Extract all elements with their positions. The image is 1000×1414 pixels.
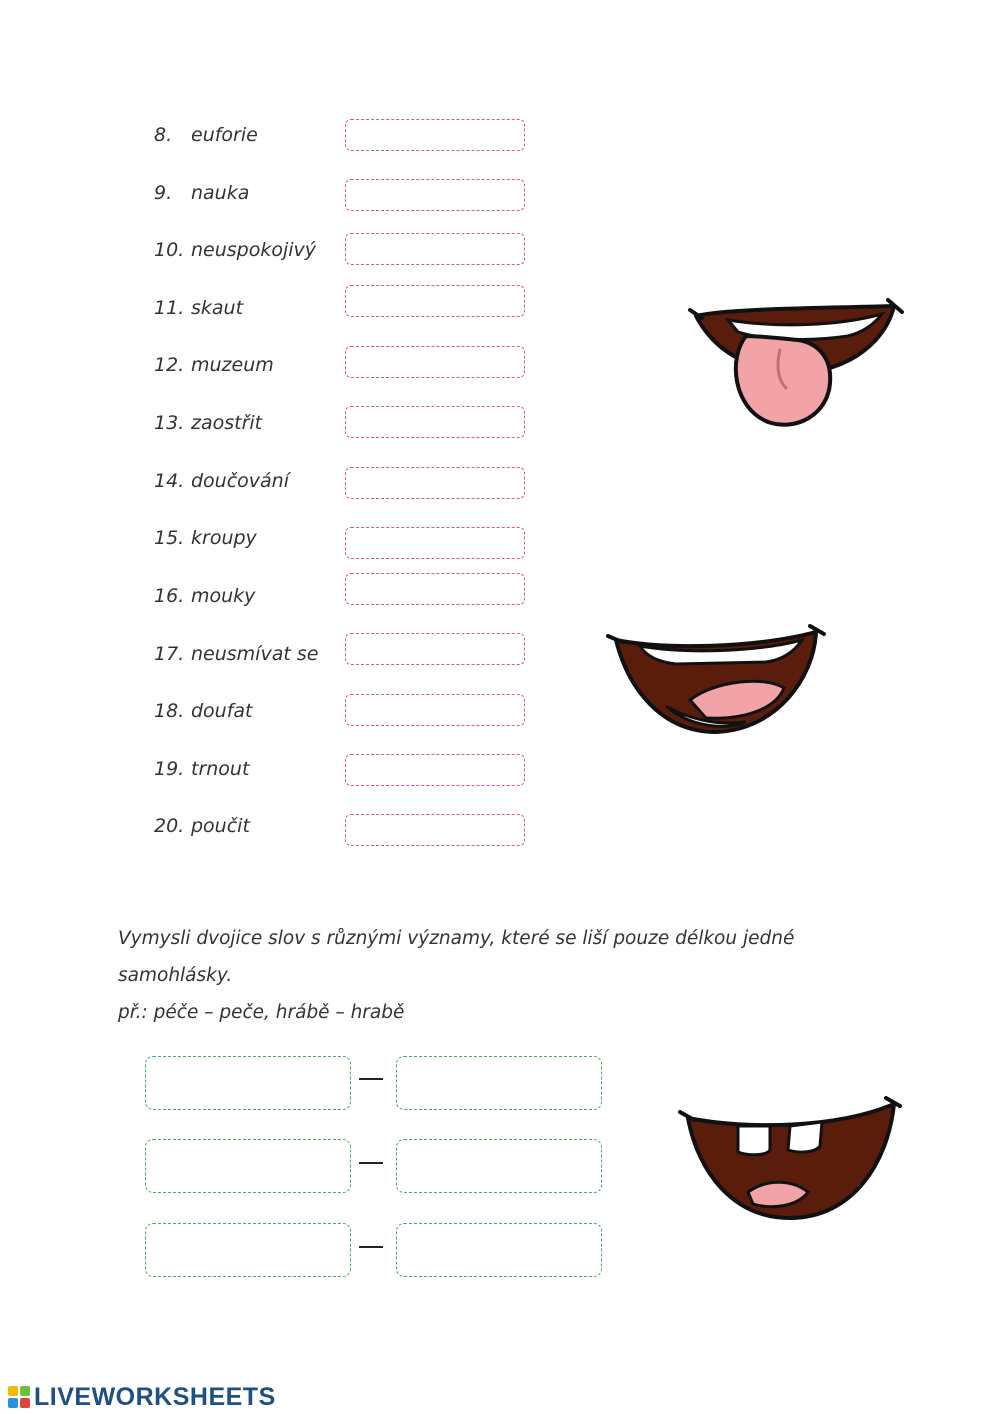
item-word: trnout <box>191 758 250 780</box>
item-word: neusmívat se <box>191 643 319 665</box>
item-word: doufat <box>191 700 253 722</box>
pair-input-3-left[interactable] <box>145 1223 351 1277</box>
answer-input-9[interactable] <box>345 179 525 211</box>
pair-separator <box>359 1162 383 1164</box>
pair-input-1-right[interactable] <box>396 1056 602 1110</box>
answer-input-12[interactable] <box>345 346 525 378</box>
pair-separator <box>359 1078 383 1080</box>
mouth-smile-icon <box>606 618 828 742</box>
example-text: př.: péče – peče, hrábě – hrabě <box>118 1002 405 1023</box>
item-word: muzeum <box>191 354 274 376</box>
answer-input-16[interactable] <box>345 573 525 605</box>
item-number: 14. <box>154 470 185 492</box>
item-word: neuspokojivý <box>191 239 317 261</box>
item-number: 18. <box>154 700 185 722</box>
item-word: euforie <box>191 124 258 146</box>
item-word: skaut <box>191 297 244 319</box>
item-word: nauka <box>191 182 250 204</box>
pair-separator <box>359 1246 383 1248</box>
item-word: kroupy <box>191 527 257 549</box>
item-number: 11. <box>154 297 185 319</box>
item-number: 17. <box>154 643 185 665</box>
liveworksheets-logo-icon <box>8 1386 30 1408</box>
answer-input-8[interactable] <box>345 119 525 151</box>
item-word: poučit <box>191 815 250 837</box>
answer-input-19[interactable] <box>345 754 525 786</box>
item-number: 9. <box>154 182 173 204</box>
logo-text: LIVEWORKSHEETS <box>34 1382 276 1411</box>
item-number: 20. <box>154 815 185 837</box>
liveworksheets-logo <box>8 1380 276 1414</box>
item-word: zaostřit <box>191 412 263 434</box>
item-word: doučování <box>191 470 290 492</box>
item-number: 15. <box>154 527 185 549</box>
item-word: mouky <box>191 585 256 607</box>
answer-input-10[interactable] <box>345 233 525 265</box>
item-number: 10. <box>154 239 185 261</box>
pair-input-2-right[interactable] <box>396 1139 602 1193</box>
item-number: 13. <box>154 412 185 434</box>
pair-input-3-right[interactable] <box>396 1223 602 1277</box>
answer-input-11[interactable] <box>345 285 525 317</box>
answer-input-17[interactable] <box>345 633 525 665</box>
item-number: 16. <box>154 585 185 607</box>
answer-input-18[interactable] <box>345 694 525 726</box>
mouth-tongue-icon <box>688 288 906 428</box>
pair-input-1-left[interactable] <box>145 1056 351 1110</box>
mouth-teeth-icon <box>678 1092 906 1224</box>
answer-input-15[interactable] <box>345 527 525 559</box>
instruction-text: Vymysli dvojice slov s různými významy, které se liší pouze délkou jedné <box>118 928 795 949</box>
answer-input-13[interactable] <box>345 406 525 438</box>
instruction-text-cont: samohlásky. <box>118 965 233 986</box>
item-number: 19. <box>154 758 185 780</box>
item-number: 12. <box>154 354 185 376</box>
answer-input-14[interactable] <box>345 467 525 499</box>
pair-input-2-left[interactable] <box>145 1139 351 1193</box>
item-number: 8. <box>154 124 173 146</box>
answer-input-20[interactable] <box>345 814 525 846</box>
